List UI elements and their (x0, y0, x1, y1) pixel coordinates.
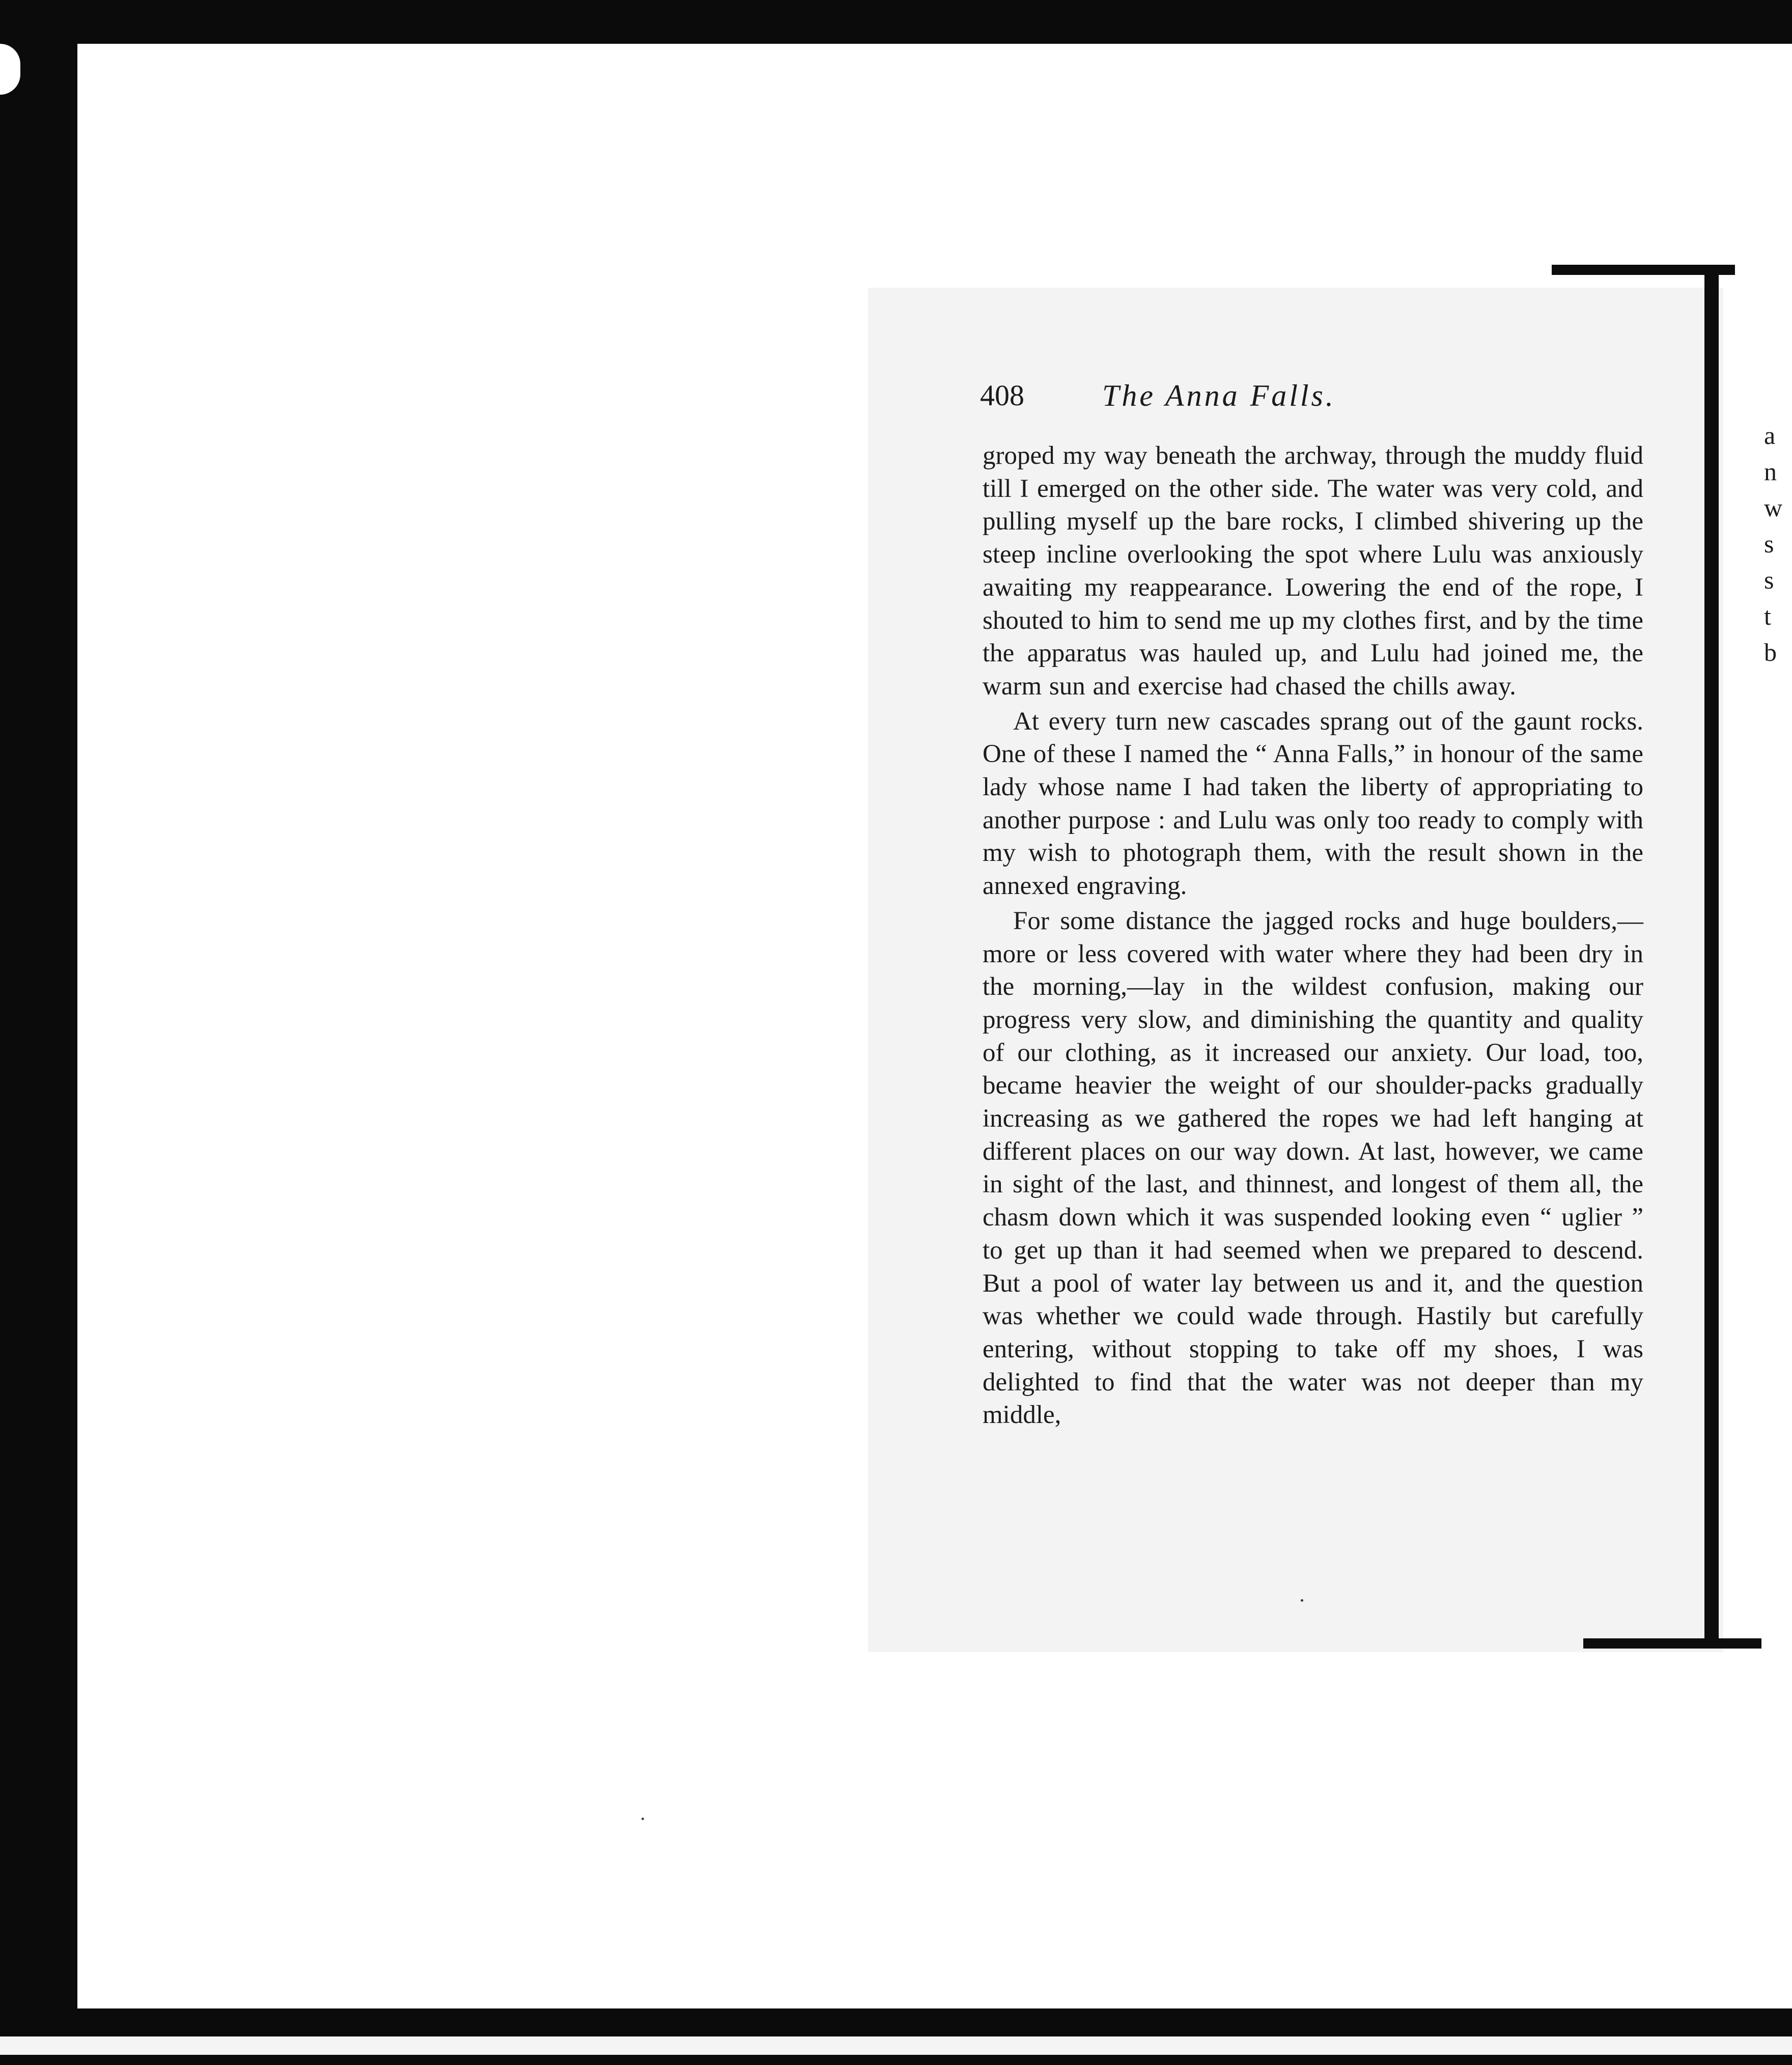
scan-border-left (0, 0, 77, 2065)
facing-page-letter: s (1764, 529, 1774, 558)
page-speck (1301, 1599, 1303, 1602)
page-body (983, 439, 1643, 1432)
book-page (868, 288, 1723, 1652)
scan-border-bottom (0, 2008, 1792, 2036)
facing-page-edge (1764, 417, 1792, 671)
running-title: The Anna Falls. (1102, 379, 1336, 412)
page-header (980, 378, 1672, 419)
facing-page-letter: a (1764, 421, 1776, 450)
clip-bracket-bottom (1583, 1638, 1761, 1649)
facing-page-letter: n (1764, 457, 1777, 486)
paragraph-2: At every turn new cascades sprang out of the gaunt rocks. One of these I named the “ Anna Falls,” in honour of the same lady whose name I had taken the liberty of appropriating to another purpose : and Lulu was only too ready to comply with my wish to photograph them, with the result shown in the annexed engraving. (983, 707, 1643, 901)
facing-page-letter: s (1764, 566, 1774, 594)
scan-border-bottom-edge (0, 2055, 1792, 2065)
facing-page-letter: b (1764, 638, 1777, 666)
scan-border-top (0, 0, 1792, 44)
facing-page-letter: w (1764, 493, 1783, 522)
page-number: 408 (980, 379, 1024, 412)
dust-speck (641, 1818, 644, 1820)
paragraph-1: groped my way beneath the archway, through the muddy fluid till I emerged on the other side. The water was very cold, and pulling myself up the bare rocks, I climbed shivering up the steep incline overlooking the spot where Lulu was anxiously awaiting my reappearance. Lowering the end of the rope, I shouted to him to send me up my clothes first, and by the time the apparatus was hauled up, and Lulu had joined me, the warm sun and exercise had chased the chills away. (983, 441, 1643, 701)
facing-page-letter: t (1764, 602, 1771, 630)
clip-bracket-vertical (1704, 270, 1719, 1644)
paragraph-3: For some distance the jagged rocks and huge boulders,—more or less covered with water where they had been dry in the morning,—lay in the wildest confusion, making our progress very slow, and diminishing the quantity and quality of our clothing, as it increased our anxiety. Our load, too, became heavier the weight of our shoulder-packs gradually increasing as we gathered the ropes we had left hanging at different places on our way down. At last, however, we came in sight of the last, and thinnest, and longest of them all, the chasm down which it was suspended looking even “ uglier ” to get up than it had seemed when we prepared to descend. But a pool of water lay between us and it, and the question was whether we could wade through. Hastily but carefully entering, without stopping to take off my shoes, I was delighted to find that the water was not deeper than my middle, (983, 906, 1643, 1430)
